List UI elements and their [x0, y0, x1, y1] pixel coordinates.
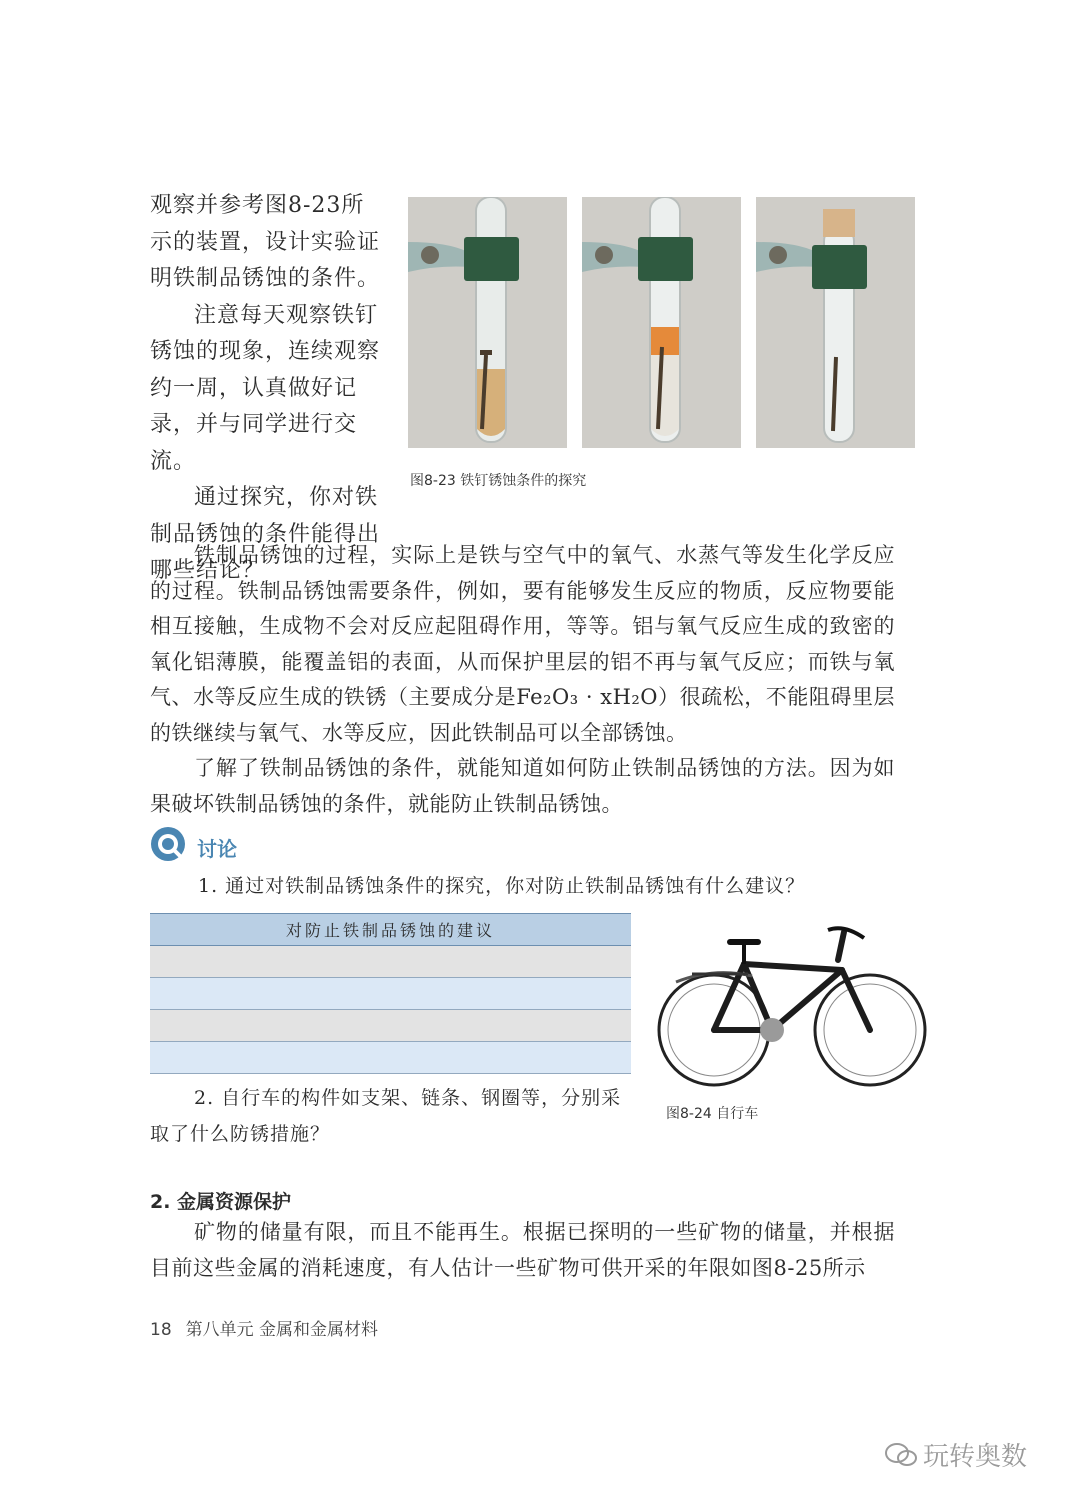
advice-table-header: 对防止铁制品锈蚀的建议: [150, 914, 631, 946]
test-tube-dry-image: [756, 197, 915, 448]
advice-table: [150, 913, 631, 1074]
discussion-question-2: 2. 自行车的构件如支架、链条、钢圈等，分别采取了什么防锈措施？: [150, 1087, 622, 1145]
advice-table-row[interactable]: [150, 1010, 631, 1042]
section-2-paragraph: 矿物的储量有限，而且不能再生。根据已探明的一些矿物的储量，并根据目前这些金属的消耗速度，有人估计一些矿物可供开采的年限如图8-25所示: [150, 1220, 895, 1280]
test-tube-photo-2: [582, 197, 741, 448]
discussion-icon: [150, 826, 186, 862]
section-2-text: [150, 1215, 895, 1286]
body-text: [150, 538, 895, 822]
side-instructions: [150, 188, 382, 590]
section-title: 2. 金属资源保护: [150, 1191, 292, 1213]
wechat-icon: [885, 1442, 917, 1468]
test-tube-water-air-image: [408, 197, 567, 448]
discussion-title: 讨论: [197, 837, 237, 861]
discussion-question-1: 1. 通过对铁制品锈蚀条件的探究，你对防止铁制品锈蚀有什么建议？: [198, 875, 806, 897]
advice-table-row[interactable]: [150, 946, 631, 978]
unit-title: 第八单元 金属和金属材料: [185, 1320, 379, 1340]
discussion-question-2-block: [150, 1080, 640, 1152]
body-paragraph-1: [150, 538, 895, 751]
bicycle-image: [652, 912, 932, 1092]
chemical-formula: Fe₂O₃ · xH₂O: [516, 685, 659, 709]
body-paragraph-2: 了解了铁制品锈蚀的条件，就能知道如何防止铁制品锈蚀的方法。因为如果破坏铁制品锈蚀的条件，就能防止铁制品锈蚀。: [150, 756, 895, 816]
page-footer: [150, 1315, 378, 1340]
body-paragraph-1-part-b: ）很疏松，不能阻碍里层的铁继续与氧气、水等反应，因此铁制品可以全部锈蚀。: [150, 685, 895, 745]
test-tube-photo-1: [408, 197, 567, 448]
advice-table-row[interactable]: [150, 1042, 631, 1074]
test-tube-water-oil-image: [582, 197, 741, 448]
side-paragraph-1: 观察并参考图8-23所示的装置，设计实验证明铁制品锈蚀的条件。: [150, 193, 381, 291]
watermark: [885, 1436, 1027, 1473]
side-paragraph-2: 注意每天观察铁钉锈蚀的现象，连续观察约一周，认真做好记录，并与同学进行交流。: [150, 302, 381, 474]
advice-table-row[interactable]: [150, 978, 631, 1010]
body-paragraph-1-part-a: 铁制品锈蚀的过程，实际上是铁与空气中的氧气、水蒸气等发生化学反应的过程。铁制品锈蚀需要条件，例如，要有能够发生反应的物质，反应物要能相互接触，生成物不会对反应起阻碍作用，等等。铝与氧气反应生成的致密的氧化铝薄膜，能覆盖铝的表面，从而保护里层的铝不再与氧气反应；而铁与氧气、水等反应生成的铁锈（主要成分是: [150, 543, 895, 709]
side-paragraph-3: 通过探究，你对铁制品锈蚀的条件能得出哪些结论？: [150, 485, 381, 583]
figure-8-24-caption: 图8-24 自行车: [666, 1106, 759, 1122]
test-tube-photo-3: [756, 197, 915, 448]
figure-8-23-caption: 图8-23 铁钉锈蚀条件的探究: [410, 473, 587, 489]
watermark-text: 玩转奥数: [923, 1442, 1028, 1472]
page-number: 18: [150, 1320, 172, 1340]
